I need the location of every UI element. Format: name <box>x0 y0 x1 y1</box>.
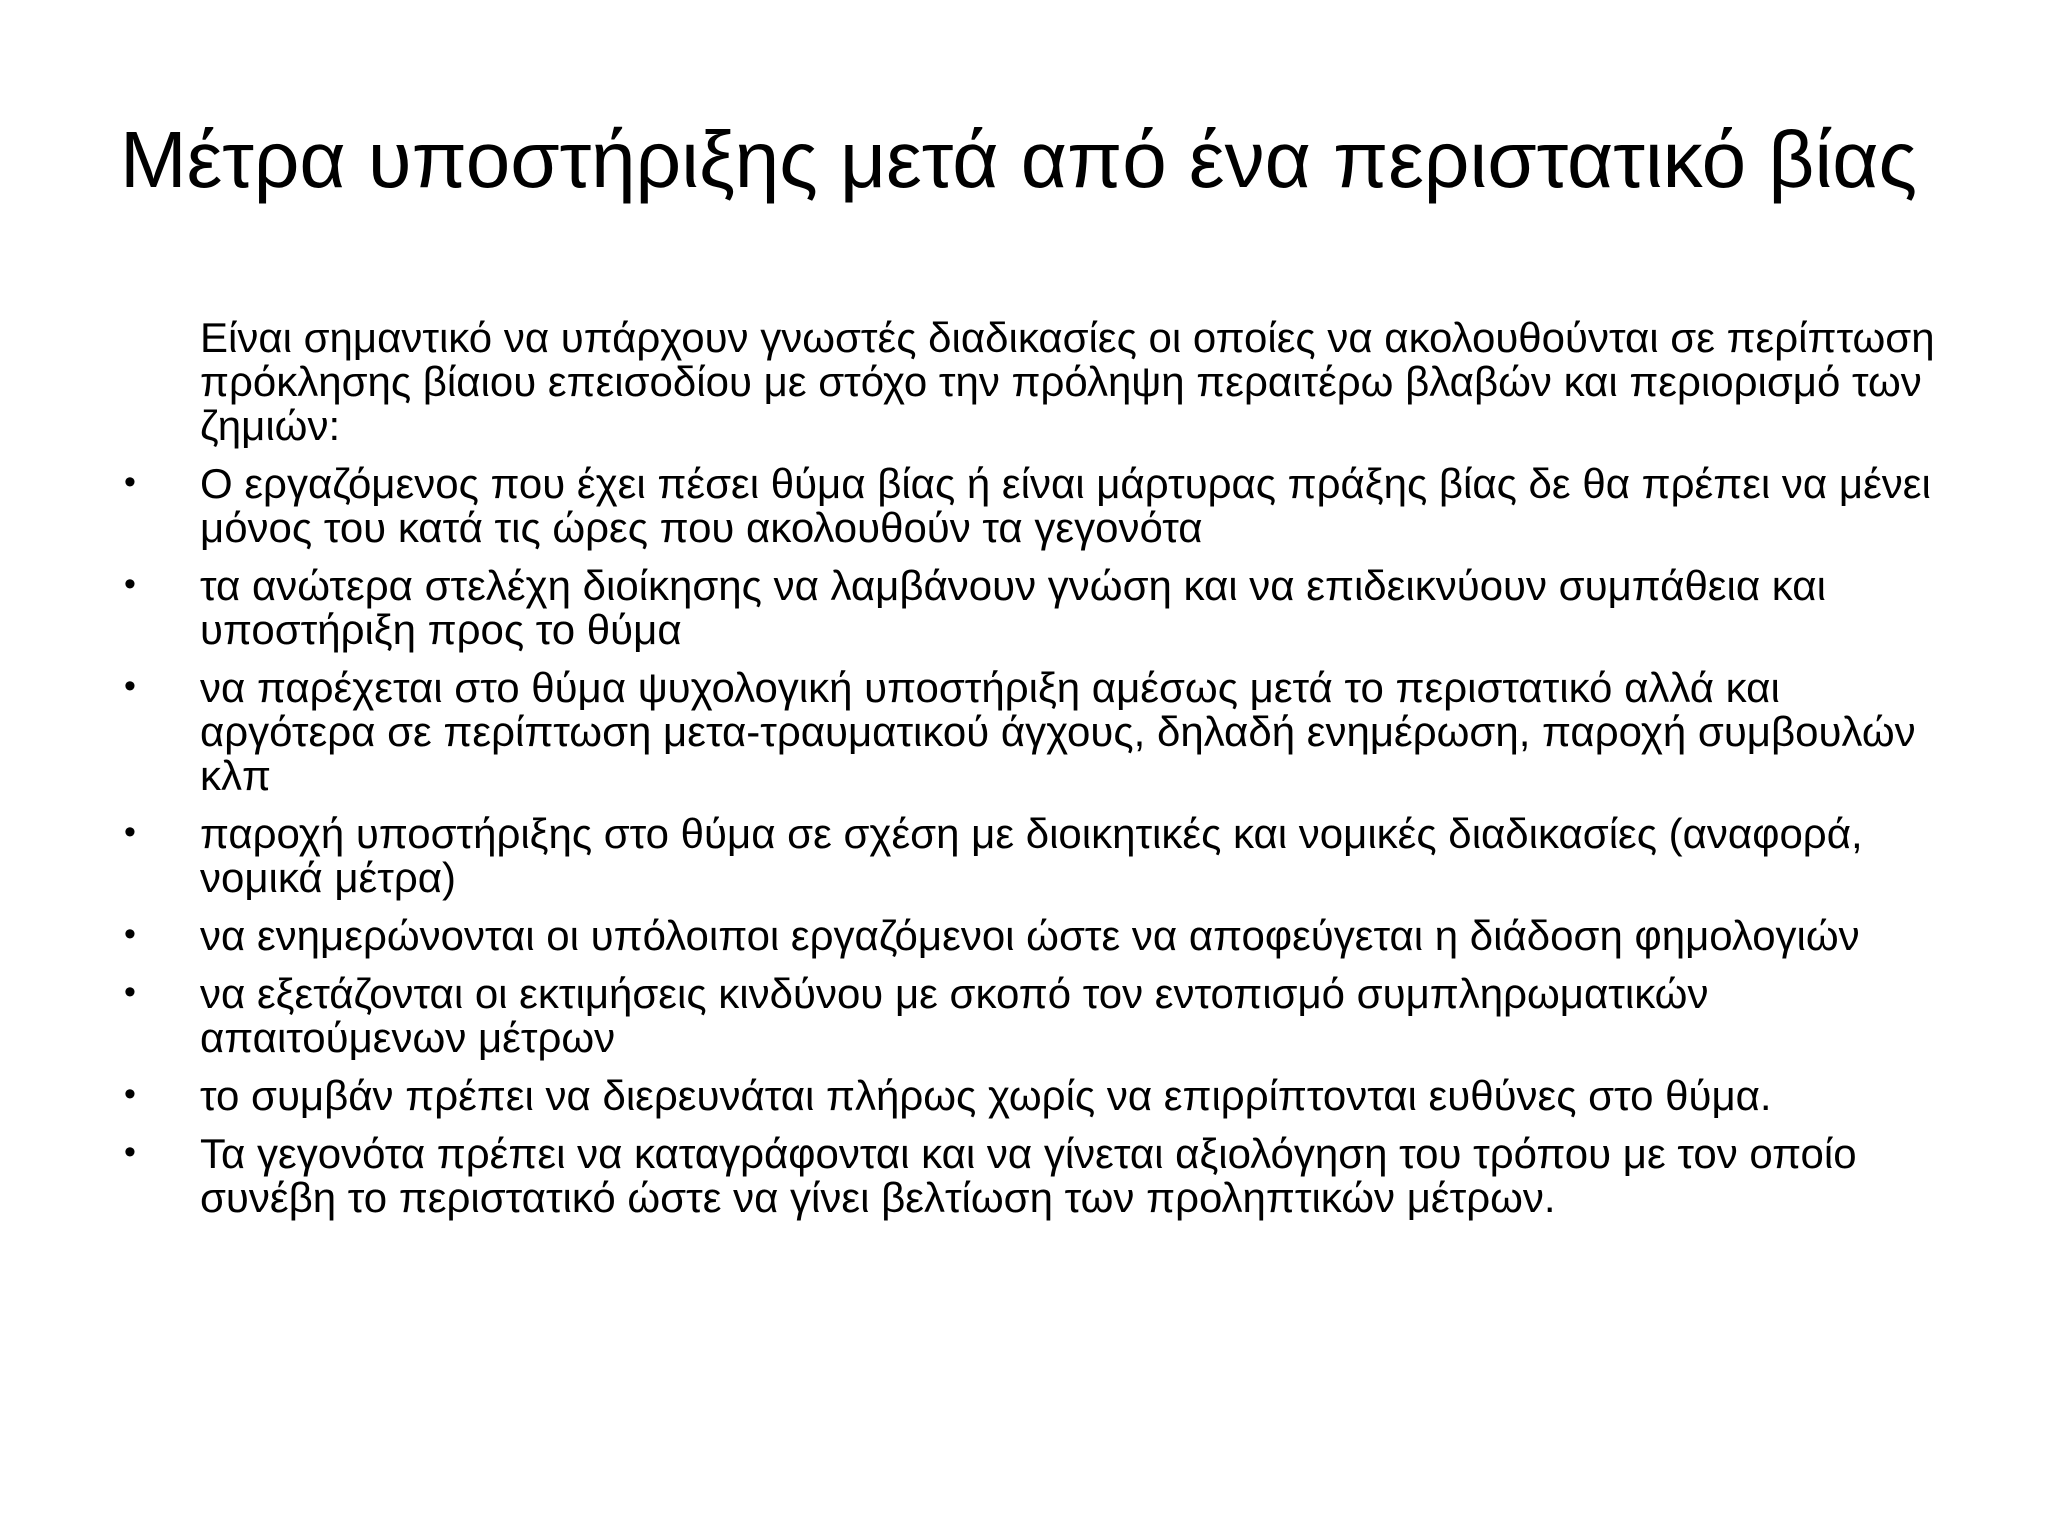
list-item-text: το συμβάν πρέπει να διερευνάται πλήρως χωρίς να επιρρίπτονται ευθύνες στο θύμα. <box>200 1072 1772 1119</box>
bullet-icon: • <box>124 463 136 501</box>
list-item <box>120 564 1950 652</box>
list-item-text: τα ανώτερα στελέχη διοίκησης να λαμβάνουν γνώση και να επιδεικνύουν συμπάθεια και υποστήριξη προς το θύμα <box>200 562 1826 653</box>
list-item-text: να ενημερώνονται οι υπόλοιποι εργαζόμενοι ώστε να αποφεύγεται η διάδοση φημολογιών <box>200 912 1860 959</box>
list-item <box>120 972 1950 1060</box>
slide-title: Μέτρα υποστήριξης μετά από ένα περιστατικό βίας <box>120 115 1917 204</box>
list-item-text: παροχή υποστήριξης στο θύμα σε σχέση με διοικητικές και νομικές διαδικασίες (αναφορά, νομικά μέτρα) <box>200 810 1863 901</box>
bullet-icon: • <box>124 915 136 953</box>
bullet-icon: • <box>124 813 136 851</box>
bullet-icon: • <box>124 1075 136 1113</box>
list-item <box>120 1132 1950 1220</box>
slide-body <box>120 316 1950 1234</box>
list-item <box>120 462 1950 550</box>
bullet-icon: • <box>124 973 136 1011</box>
list-item-text: Ο εργαζόμενος που έχει πέσει θύμα βίας ή είναι μάρτυρας πράξης βίας δε θα πρέπει να μένει μόνος του κατά τις ώρες που ακολουθούν τα γεγονότα <box>200 460 1931 551</box>
list-item-text: να παρέχεται στο θύμα ψυχολογική υποστήριξη αμέσως μετά το περιστατικό αλλά και αργότερα σε περίπτωση μετα-τραυματικού άγχους, δηλαδή ενημέρωση, παροχή συμβουλών κλπ <box>200 664 1916 799</box>
list-item <box>120 914 1950 958</box>
list-item <box>120 1074 1950 1118</box>
list-item <box>120 666 1950 798</box>
list-item-text: να εξετάζονται οι εκτιμήσεις κινδύνου με σκοπό τον εντοπισμό συμπληρωματικών απαιτούμενων μέτρων <box>200 970 1709 1061</box>
bullet-icon: • <box>124 1133 136 1171</box>
list-item <box>120 812 1950 900</box>
bullet-icon: • <box>124 565 136 603</box>
list-item-text: Τα γεγονότα πρέπει να καταγράφονται και να γίνεται αξιολόγηση του τρόπου με τον οποίο συνέβη το περιστατικό ώστε να γίνει βελτίωση των προληπτικών μέτρων. <box>200 1130 1857 1221</box>
bullet-list <box>120 462 1950 1220</box>
intro-paragraph: Είναι σημαντικό να υπάρχουν γνωστές διαδικασίες οι οποίες να ακολουθούνται σε περίπτωση πρόκλησης βίαιου επεισοδίου με στόχο την πρόληψη περαιτέρω βλαβών και περιορισμό των ζημιών: <box>200 314 1935 449</box>
bullet-icon: • <box>124 667 136 705</box>
